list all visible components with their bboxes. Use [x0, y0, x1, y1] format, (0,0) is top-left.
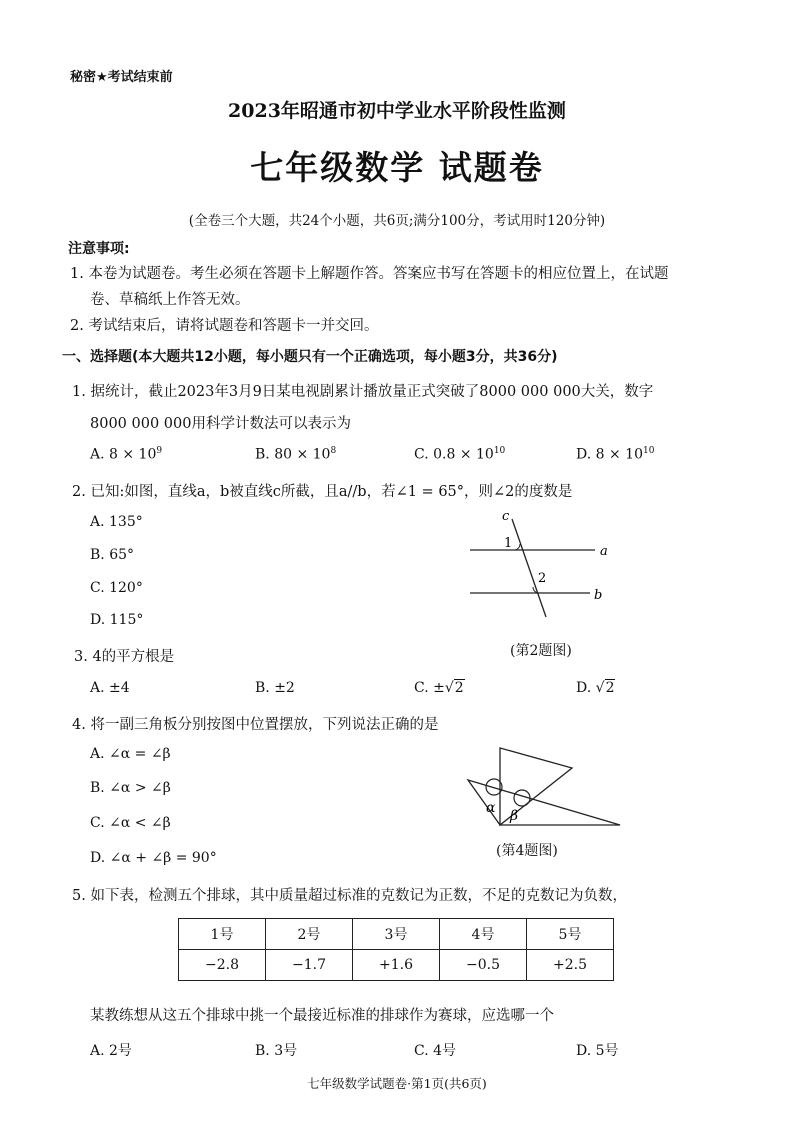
table-header-cell: 3号: [353, 919, 440, 950]
q1-option-c: C. $0.8 \times 10^{10}$: [414, 446, 506, 463]
alpha-label: α: [486, 800, 496, 816]
table-cell: +1.6: [353, 950, 440, 981]
table-header-row: [179, 919, 614, 950]
q1-option-a: A. $8 \times 10^9$: [90, 446, 163, 463]
q1-stem-line1: 1. 据统计，截止2023年3月9日某电视剧累计播放量正式突破了8000 000 000大关，数字: [72, 384, 654, 400]
q2-option-d: D. 115°: [90, 612, 144, 628]
volleyball-table: [178, 918, 614, 981]
table-row: [179, 950, 614, 981]
q2-option-c: C. 120°: [90, 580, 143, 596]
q3-option-d: D. √2: [576, 680, 615, 696]
table-header-cell: 5号: [527, 919, 614, 950]
label-c: c: [502, 509, 510, 524]
notice-heading: 注意事项:: [68, 241, 130, 257]
q2-option-b: B. 65°: [90, 547, 135, 563]
q5-option-b: B. 3号: [255, 1043, 298, 1059]
table-cell: −2.8: [179, 950, 266, 981]
notice-item-1-line1: 1. 本卷为试题卷。考生必须在答题卡上解题作答。答案应书写在答题卡的相应位置上，在试题: [70, 266, 669, 282]
page-footer: 七年级数学试题卷·第1页(共6页): [307, 1076, 487, 1091]
q5-followup: 某教练想从这五个排球中挑一个最接近标准的排球作为赛球，应选哪一个: [90, 1008, 554, 1024]
table-header-cell: 1号: [179, 919, 266, 950]
q4-figure: [460, 740, 635, 835]
q4-option-c: C. ∠α < ∠β: [90, 815, 171, 831]
notice-item-2: 2. 考试结束后，请将试题卷和答题卡一并交回。: [70, 318, 379, 334]
q4-figure-caption: (第4题图): [496, 843, 558, 859]
confidential-label: 秘密★考试结束前: [70, 70, 173, 85]
q5-option-c: C. 4号: [414, 1043, 457, 1059]
q2-figure-caption: (第2题图): [510, 643, 572, 659]
q1-option-d: D. $8 \times 10^{10}$: [576, 446, 655, 463]
label-b: b: [594, 588, 603, 603]
q2-option-a: A. 135°: [90, 514, 143, 530]
q4-option-a: A. ∠α = ∠β: [90, 746, 171, 762]
label-angle-1: 1: [504, 536, 513, 551]
angle-1-arc: [515, 544, 520, 550]
q3-stem: 3. 4的平方根是: [74, 649, 175, 665]
q3-option-b: B. ±2: [255, 680, 295, 696]
q4-stem: 4. 将一副三角板分别按图中位置摆放，下列说法正确的是: [72, 717, 439, 733]
q3-option-a: A. ±4: [90, 680, 130, 696]
q1-option-b: B. $80 \times 10^8$: [255, 446, 337, 463]
label-a: a: [600, 544, 608, 559]
table-cell: +2.5: [527, 950, 614, 981]
beta-label: β: [510, 808, 519, 824]
paper-title: 七年级数学 试题卷: [250, 148, 544, 187]
q2-figure: [460, 505, 630, 620]
table-header-cell: 2号: [266, 919, 353, 950]
q5-option-d: D. 5号: [576, 1043, 619, 1059]
q3-option-c: C. ±√2: [414, 680, 464, 696]
label-angle-2: 2: [538, 571, 547, 586]
q5-option-a: A. 2号: [90, 1043, 132, 1059]
q4-option-d: D. ∠α + ∠β = 90°: [90, 850, 217, 866]
notice-item-1-line2: 卷、草稿纸上作答无效。: [90, 292, 250, 308]
q2-stem: 2. 已知:如图，直线a，b被直线c所截，且a//b，若∠1 = 65°，则∠2的度数是: [72, 484, 573, 500]
exam-title: 2023年昭通市初中学业水平阶段性监测: [228, 100, 566, 122]
q4-option-b: B. ∠α > ∠β: [90, 780, 171, 796]
line-c: [512, 519, 546, 617]
section-heading: 一、选择题(本大题共12小题，每小题只有一个正确选项，每小题3分，共36分): [62, 349, 558, 365]
table-cell: −0.5: [440, 950, 527, 981]
table-header-cell: 4号: [440, 919, 527, 950]
table-cell: −1.7: [266, 950, 353, 981]
q5-stem: 5. 如下表，检测五个排球，其中质量超过标准的克数记为正数，不足的克数记为负数，: [72, 888, 627, 904]
exam-info: (全卷三个大题，共24个小题，共6页;满分100分，考试用时120分钟): [188, 213, 606, 229]
q1-stem-line2: 8000 000 000用科学计数法可以表示为: [90, 416, 351, 432]
